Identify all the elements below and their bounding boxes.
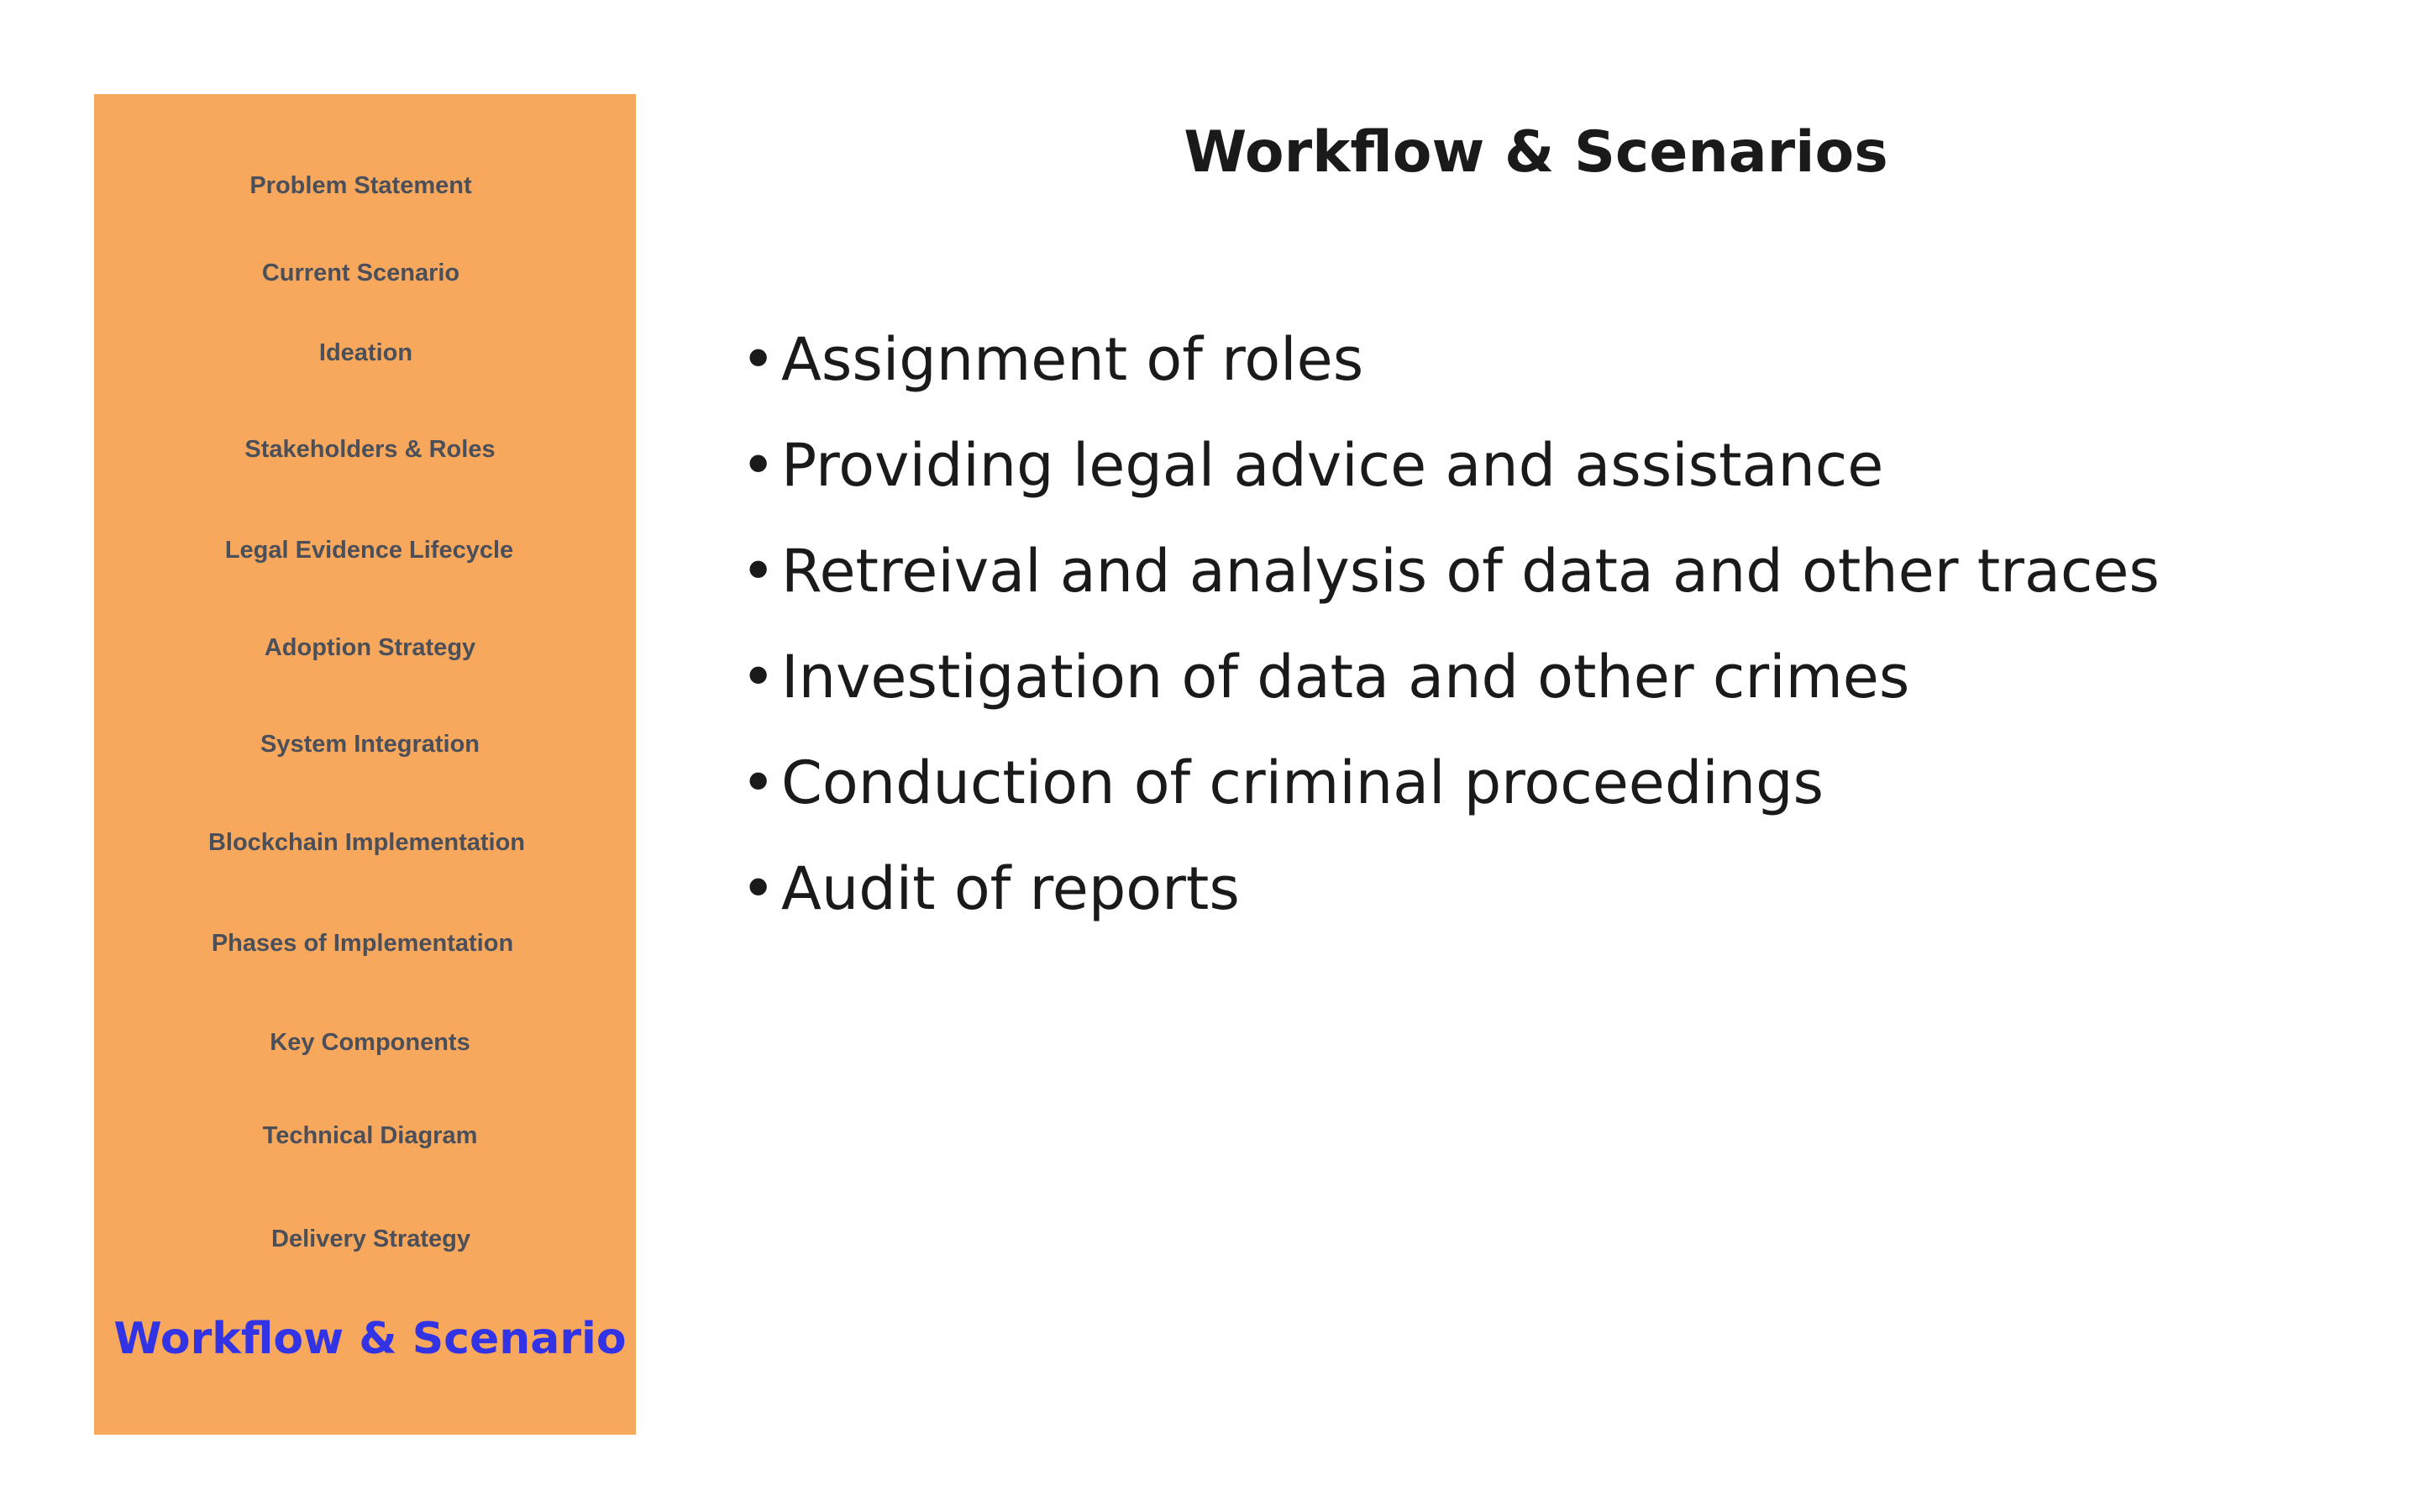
bullet-text: Audit of reports <box>781 854 1240 923</box>
sidebar-item-blockchain-implementation[interactable]: Blockchain Implementation <box>207 829 526 856</box>
sidebar-item-problem-statement[interactable]: Problem Statement <box>249 172 472 199</box>
sidebar-item-phases-of-implementation[interactable]: Phases of Implementation <box>211 930 514 957</box>
sidebar-item-ideation[interactable]: Ideation <box>318 339 413 366</box>
bullet-text: Providing legal advice and assistance <box>781 431 1884 500</box>
bullet-icon: • <box>741 854 776 923</box>
list-item <box>741 624 2160 730</box>
bullet-icon: • <box>741 643 776 711</box>
sidebar-item-key-components[interactable]: Key Components <box>270 1029 470 1056</box>
sidebar-item-adoption-strategy[interactable]: Adoption Strategy <box>264 634 476 661</box>
list-item <box>741 836 2160 942</box>
list-item <box>741 307 2160 412</box>
list-item <box>741 730 2160 836</box>
bullet-text: Investigation of data and other crimes <box>781 643 1910 711</box>
sidebar-nav <box>94 94 636 1435</box>
bullet-icon: • <box>741 537 776 606</box>
sidebar-item-stakeholders-roles[interactable]: Stakeholders & Roles <box>244 436 496 463</box>
bullet-text: Retreival and analysis of data and other traces <box>781 537 2160 606</box>
bullet-text: Assignment of roles <box>781 325 1364 394</box>
sidebar-item-current-scenario[interactable]: Current Scenario <box>261 260 460 286</box>
sidebar-item-system-integration[interactable]: System Integration <box>260 731 480 758</box>
bullet-icon: • <box>741 748 776 817</box>
bullet-list <box>741 307 2160 942</box>
bullet-icon: • <box>741 431 776 500</box>
sidebar-item-legal-evidence-lifecycle[interactable]: Legal Evidence Lifecycle <box>224 537 514 564</box>
sidebar-item-delivery-strategy[interactable]: Delivery Strategy <box>271 1226 470 1252</box>
bullet-text: Conduction of criminal proceedings <box>781 748 1824 817</box>
list-item <box>741 412 2160 518</box>
list-item <box>741 518 2160 624</box>
sidebar-item-workflow-scenario[interactable]: Workflow & Scenario <box>113 1314 627 1364</box>
page-title: Workflow & Scenarios <box>1184 119 1888 186</box>
sidebar-item-technical-diagram[interactable]: Technical Diagram <box>262 1122 478 1149</box>
bullet-icon: • <box>741 325 776 394</box>
